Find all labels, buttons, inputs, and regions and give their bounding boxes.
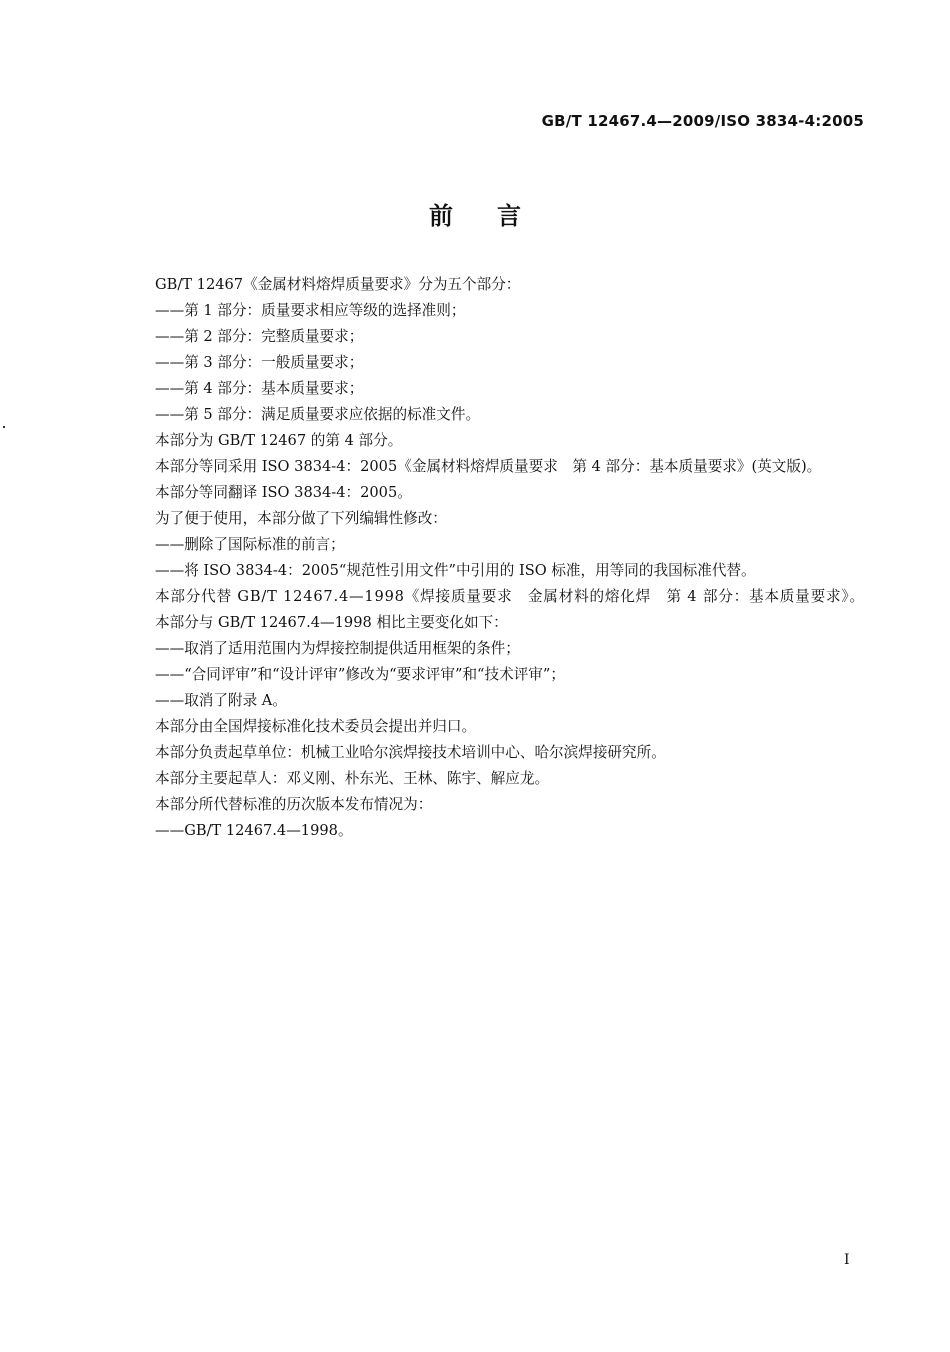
list-item-part-4: ——第 4 部分：基本质量要求； <box>155 380 364 397</box>
list-item-edit-1: ——删除了国际标准的前言； <box>155 536 345 553</box>
paragraph-changes-intro: 本部分与 GB/T 12467.4—1998 相比主要变化如下： <box>155 614 508 631</box>
paragraph-replaces: 本部分代替 GB/T 12467.4—1998《焊接质量要求 金属材料的熔化焊 第 4 部分：基本质量要求》。 <box>155 588 865 605</box>
paragraph-adoption: 本部分等同采用 ISO 3834-4：2005《金属材料熔焊质量要求 第 4 部分：基本质量要求》(英文版)。 <box>155 458 822 475</box>
list-item-part-1: ——第 1 部分：质量要求相应等级的选择准则； <box>155 302 466 319</box>
paragraph-proposed-by: 本部分由全国焊接标准化技术委员会提出并归口。 <box>155 718 477 735</box>
list-item-change-1: ——取消了适用范围内为焊接控制提供适用框架的条件； <box>155 640 520 657</box>
foreword-body <box>125 272 865 844</box>
scan-artifact <box>3 426 5 428</box>
paragraph-drafting-units: 本部分负责起草单位：机械工业哈尔滨焊接技术培训中心、哈尔滨焊接研究所。 <box>155 744 666 761</box>
list-item-change-3: ——取消了附录 A。 <box>155 692 287 709</box>
paragraph-translation: 本部分等同翻译 ISO 3834-4：2005。 <box>155 484 412 501</box>
paragraph-part-statement: 本部分为 GB/T 12467 的第 4 部分。 <box>155 432 403 449</box>
list-item-part-2: ——第 2 部分：完整质量要求； <box>155 328 364 345</box>
list-item-part-5: ——第 5 部分：满足质量要求应依据的标准文件。 <box>155 406 481 423</box>
paragraph-intro: GB/T 12467《金属材料熔焊质量要求》分为五个部分： <box>155 276 521 293</box>
page-number: I <box>844 1252 850 1268</box>
list-item-history: ——GB/T 12467.4—1998。 <box>155 822 353 839</box>
paragraph-drafters: 本部分主要起草人：邓义刚、朴东光、王林、陈宇、解应龙。 <box>155 770 550 787</box>
standard-code: GB/T 12467.4—2009/ISO 3834-4:2005 <box>541 112 864 130</box>
paragraph-history-intro: 本部分所代替标准的历次版本发布情况为： <box>155 796 433 813</box>
list-item-part-3: ——第 3 部分：一般质量要求； <box>155 354 364 371</box>
list-item-edit-2: ——将 ISO 3834-4：2005“规范性引用文件”中引用的 ISO 标准，用等同的我国标准代替。 <box>155 562 756 579</box>
page-title: 前言 <box>429 202 565 230</box>
list-item-change-2: ——“合同评审”和“设计评审”修改为“要求评审”和“技术评审”； <box>155 666 565 683</box>
paragraph-editorial-changes: 为了便于使用，本部分做了下列编辑性修改： <box>155 510 447 527</box>
